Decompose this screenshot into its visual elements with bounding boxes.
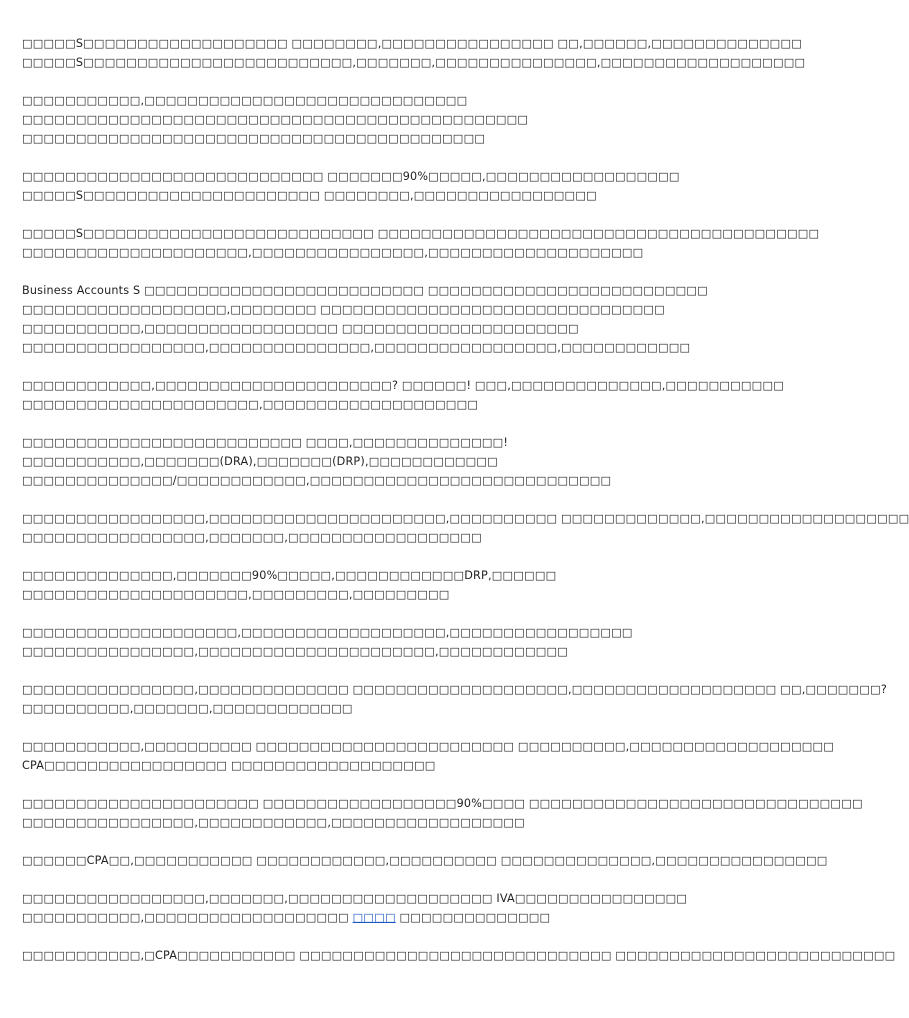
paragraph — [22, 509, 909, 547]
text-segment: □□□□□□□□□□□□□□ — [399, 911, 551, 924]
paragraph — [22, 680, 887, 718]
text-line: □□□□□□□□□□□□□□□□□□□,□□□□□□□□ □□□□□□□□□□□□□□□□□□□□□□□□□□□□□□□□ — [22, 303, 665, 316]
text-line: □□□□□S□□□□□□□□□□□□□□□□□□□□□□□□□,□□□□□□□,□□□□□□□□□□□□□□□,□□□□□□□□□□□□□□□□□□□ — [22, 56, 806, 69]
paragraph — [22, 91, 698, 148]
paragraph — [22, 794, 863, 832]
text-line: □□□□□□□□□□□□□□□□□,□□□□□□□□□□□□□□□,□□□□□□□□□□□□□□□□□,□□□□□□□□□□□□ — [22, 341, 691, 354]
text-line: □□□□□□□□□□□□□□□□□□□□□□□□□□□□ □□□□□□□90%□□□□□,□□□□□□□□□□□□□□□□□□ — [22, 170, 680, 183]
text-line: □□□□□□□□□□□□□□□□□□□□□□ □□□□□□□□□□□□□□□□□□90%□□□□ □□□□□□□□□□□□□□□□□□□□□□□□□□□□□□□ — [22, 797, 863, 810]
text-line: □□□□□S□□□□□□□□□□□□□□□□□□□□□□ □□□□□□□□,□□□□□□□□□□□□□□□□□ — [22, 189, 597, 202]
text-line-with-link — [22, 908, 698, 927]
text-line: □□□□□□□□□□□□□□□□□,□□□□□□□,□□□□□□□□□□□□□□□□□□□ IVA□□□□□□□□□□□□□□□□ — [22, 892, 688, 905]
inline-link[interactable]: □□□□ — [352, 911, 396, 924]
text-line: CPA□□□□□□□□□□□□□□□□□ □□□□□□□□□□□□□□□□□□□ — [22, 759, 436, 772]
paragraph — [22, 623, 698, 661]
paragraph — [22, 737, 835, 775]
text-line: □□□□□S□□□□□□□□□□□□□□□□□□□ □□□□□□□□,□□□□□□□□□□□□□□□□ □□,□□□□□□,□□□□□□□□□□□□□□ — [22, 37, 802, 50]
paragraph — [22, 34, 806, 72]
paragraph — [22, 281, 708, 357]
text-line: □□□□□□□□□□□,□CPA□□□□□□□□□□□ □□□□□□□□□□□□□□□□□□□□□□□□□□□□□ □□□□□□□□□□□□□□□□□□□□□□□□□□ — [22, 949, 896, 962]
text-line: □□□□□□□□□□□□□□/□□□□□□□□□□□□,□□□□□□□□□□□□□□□□□□□□□□□□□□□□ — [22, 474, 612, 487]
text-line: □□□□□□□□□□□□□□□□□,□□□□□□□□□□□□□□□□□□□□□□,□□□□□□□□□□ □□□□□□□□□□□□□,□□□□□□□□□□□□□□□□□□□ — [22, 512, 909, 525]
paragraph — [22, 433, 698, 490]
text-line: □□□□□□□□□□□□,□□□□□□□□□□□□□□□□□□□□□□? □□□□□□! □□□,□□□□□□□□□□□□□□,□□□□□□□□□□□ — [22, 379, 784, 392]
text-line: □□□□□S□□□□□□□□□□□□□□□□□□□□□□□□□□□ □□□□□□□□□□□□□□□□□□□□□□□□□□□□□□□□□□□□□□□□□ — [22, 227, 820, 240]
text-line: □□□□□□□□□□,□□□□□□□,□□□□□□□□□□□□□ — [22, 702, 353, 715]
text-line: □□□□□□□□□□□,□□□□□□□□□□□□□□□□□□ □□□□□□□□□□□□□□□□□□□□□□ — [22, 322, 579, 335]
paragraph — [22, 946, 896, 965]
paragraph — [22, 376, 784, 414]
text-line: □□□□□□CPA□□,□□□□□□□□□□□ □□□□□□□□□□□□,□□□□□□□□□□ □□□□□□□□□□□□□□,□□□□□□□□□□□□□□□□ — [22, 854, 828, 867]
text-line: □□□□□□□□□□□□□□□□□□□□,□□□□□□□□□□□□□□□□□□□,□□□□□□□□□□□□□□□□□ — [22, 626, 633, 639]
text-line: □□□□□□□□□□□,□□□□□□□(DRA),□□□□□□□(DRP),□□□□□□□□□□□□ — [22, 455, 498, 468]
text-line: □□□□□□□□□□□,□□□□□□□□□□□□□□□□□□□□□□□□□□□□□□ — [22, 94, 468, 107]
text-line: □□□□□□□□□□□□□□□□□□□□□□□□□□□□□□□□□□□□□□□□□□□□□□□ — [22, 113, 529, 126]
paragraph — [22, 167, 698, 205]
text-segment: □□□□□□□□□□□,□□□□□□□□□□□□□□□□□□□ — [22, 911, 349, 924]
text-line: □□□□□□□□□□□□□□□□,□□□□□□□□□□□□□□□□□□□□□□,□□□□□□□□□□□□ — [22, 645, 569, 658]
paragraph — [22, 566, 698, 604]
paragraph — [22, 889, 698, 927]
text-line: □□□□□□□□□□□□□□□□,□□□□□□□□□□□□□□ □□□□□□□□□□□□□□□□□□□□,□□□□□□□□□□□□□□□□□□□ □□,□□□□□□□? — [22, 683, 887, 696]
paragraph — [22, 851, 828, 870]
text-line: □□□□□□□□□□□□□□□□,□□□□□□□□□□□□,□□□□□□□□□□□□□□□□□□ — [22, 816, 525, 829]
text-line: □□□□□□□□□□□□□□□□□,□□□□□□□,□□□□□□□□□□□□□□□□□□ — [22, 531, 482, 544]
text-line: Business Accounts S □□□□□□□□□□□□□□□□□□□□□□□□□□ □□□□□□□□□□□□□□□□□□□□□□□□□□ — [22, 284, 708, 297]
text-line: □□□□□□□□□□□□□□□□□□□□□□□□□□□□□□□□□□□□□□□□□□□ — [22, 132, 486, 145]
text-line: □□□□□□□□□□□,□□□□□□□□□□ □□□□□□□□□□□□□□□□□□□□□□□□ □□□□□□□□□□,□□□□□□□□□□□□□□□□□□□ — [22, 740, 835, 753]
text-line: □□□□□□□□□□□□□□□□□□□□□□,□□□□□□□□□□□□□□□□□□□□ — [22, 398, 479, 411]
text-line: □□□□□□□□□□□□□□□□□□□□□,□□□□□□□□□,□□□□□□□□□ — [22, 588, 450, 601]
paragraph — [22, 224, 820, 262]
text-line: □□□□□□□□□□□□□□,□□□□□□□90%□□□□□,□□□□□□□□□□□□DRP,□□□□□□ — [22, 569, 557, 582]
text-line: □□□□□□□□□□□□□□□□□□□□□,□□□□□□□□□□□□□□□□,□□□□□□□□□□□□□□□□□□□□ — [22, 246, 644, 259]
text-line: □□□□□□□□□□□□□□□□□□□□□□□□□□ □□□□,□□□□□□□□□□□□□□! — [22, 436, 509, 449]
